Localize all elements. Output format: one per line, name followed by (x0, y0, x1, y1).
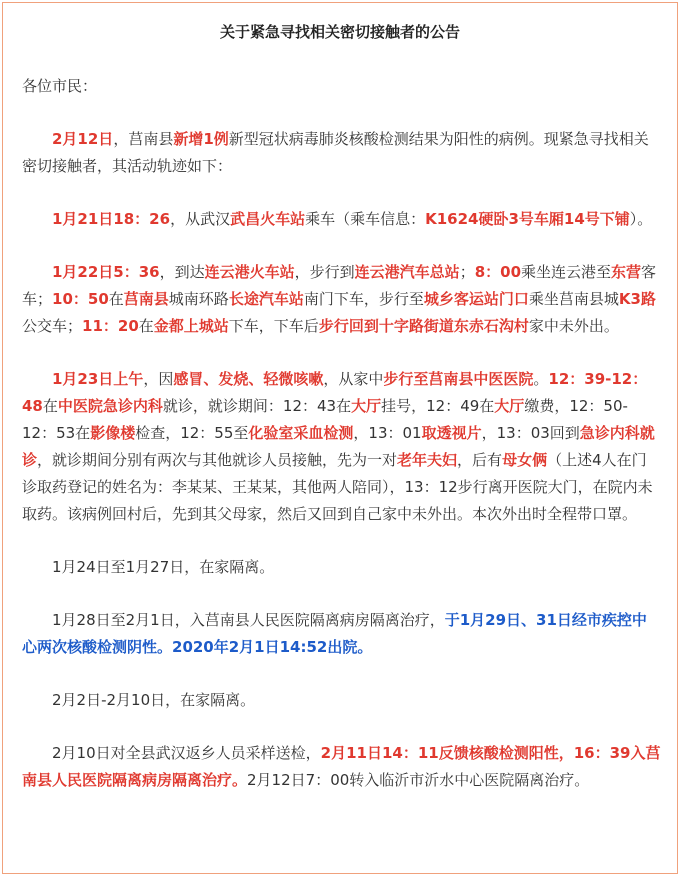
highlight-red-text: K3路 (618, 290, 656, 308)
highlight-red-text: 急诊内科就诊 (22, 424, 655, 469)
highlight-red-text: 连云港火车站 (204, 263, 295, 281)
highlight-red-text: 老年夫妇 (397, 451, 458, 469)
highlight-red-text: 12：39-12：48 (22, 370, 648, 415)
notice-body (22, 73, 661, 820)
highlight-red-text: 1月22日5：36 (52, 263, 160, 281)
body-text: 客车； (22, 263, 657, 308)
notice-paragraph (22, 206, 661, 233)
highlight-red-text: 母女俩 (502, 451, 548, 469)
highlight-red-text: 感冒、发烧、轻微咳嗽 (173, 370, 324, 388)
body-text: ； (459, 263, 475, 281)
highlight-red-text: 中医院急诊内科 (57, 397, 163, 415)
body-text: 乘坐连云港至 (521, 263, 612, 281)
body-text: 在 (138, 317, 154, 335)
notice-paragraph (22, 607, 661, 661)
body-text: ，莒南县 (113, 130, 174, 148)
highlight-red-text: 步行至莒南县中医医院 (383, 370, 534, 388)
body-text: ，后有 (457, 451, 503, 469)
highlight-red-text: 连云港汽车总站 (354, 263, 460, 281)
highlight-red-text: 金都上城站 (153, 317, 229, 335)
body-text: ，13：03回到 (481, 424, 580, 442)
body-text: 下车，下车后 (228, 317, 319, 335)
notice-paragraph (22, 366, 661, 528)
body-text: 城南环路 (168, 290, 229, 308)
highlight-red-text: 莒南县 (123, 290, 169, 308)
body-text: 乘坐莒南县城 (528, 290, 619, 308)
highlight-red-text: 影像楼 (90, 424, 136, 442)
notice-paragraph (22, 554, 661, 581)
body-text: 乘车（乘车信息： (305, 210, 426, 228)
body-text: ，从家中 (323, 370, 384, 388)
body-text: 缴费，12：50-12：53在 (22, 397, 628, 442)
highlight-red-text: K1624硬卧3号车厢14号下铺 (425, 210, 630, 228)
notice-paragraph (22, 740, 661, 794)
body-text: 1月28日至2月1日，入莒南县人民医院隔离病房隔离治疗， (52, 611, 445, 629)
highlight-red-text: 武昌火车站 (230, 210, 306, 228)
body-text: 公交车； (22, 317, 83, 335)
highlight-red-text: 2月12日 (52, 130, 114, 148)
highlight-red-text: 大厅 (494, 397, 525, 415)
highlight-red-text: 东营 (611, 263, 642, 281)
highlight-red-text: 10：50 (52, 290, 109, 308)
highlight-red-text: 2月11日14：11反馈核酸检测阳性，16：39入莒南县人民医院隔离病房隔离治疗。 (22, 744, 661, 789)
body-text: ，就诊期间分别有两次与其他就诊人员接触，先为一对 (37, 451, 398, 469)
highlight-red-text: 城乡客运站门口 (423, 290, 529, 308)
body-text: 新型冠状病毒肺炎核酸检测结果为阳性的病例。现紧急寻找相关密切接触者，其活动轨迹如下： (22, 130, 649, 175)
highlight-red-text: 1月21日18：26 (52, 210, 171, 228)
body-text: 挂号，12：49在 (381, 397, 495, 415)
body-text: 南门下车，步行至 (303, 290, 424, 308)
body-text: 。 (533, 370, 549, 388)
highlight-red-text: 新增1例 (173, 130, 229, 148)
body-text: 2月10日对全县武汉返乡人员采样送检， (52, 744, 321, 762)
body-text: ，从武汉 (170, 210, 231, 228)
notice-paragraph (22, 126, 661, 180)
body-text: ）。 (629, 210, 653, 228)
greeting: 各位市民： (22, 77, 98, 95)
body-text: ，步行到 (294, 263, 355, 281)
highlight-red-text: 1月23日上午 (52, 370, 144, 388)
body-text: 检查，12：55至 (135, 424, 249, 442)
highlight-blue-text: 于1月29日、31日经市疾控中心两次核酸检测阴性。2020年2月1日14:52出院。 (22, 611, 647, 656)
body-text: 在 (42, 397, 58, 415)
notice-paragraph (22, 687, 661, 714)
body-text: 家中未外出。 (528, 317, 619, 335)
body-text: ，到达 (159, 263, 205, 281)
highlight-red-text: 11：20 (82, 317, 139, 335)
notice-title: 关于紧急寻找相关密切接触者的公告 (219, 23, 460, 41)
highlight-red-text: 大厅 (351, 397, 382, 415)
highlight-red-text: 化验室采血检测 (248, 424, 354, 442)
body-text: （上述4人在门诊取药登记的姓名为：李某某、王某某，其他两人陪同），13：12步行离开医院大门，在院内未取药。该病例回村后，先到其父母家，然后又回到自己家中未外出。本次外出时全程带口罩。 (22, 451, 653, 523)
body-text: 1月24日至1月27日，在家隔离。 (52, 558, 275, 576)
highlight-red-text: 取透视片 (421, 424, 482, 442)
body-text: 2月12日7：00转入临沂市沂水中心医院隔离治疗。 (247, 771, 590, 789)
notice-paragraph (22, 259, 661, 340)
notice-frame (2, 2, 678, 874)
highlight-red-text: 长途汽车站 (228, 290, 304, 308)
paragraph-list (22, 126, 661, 794)
body-text: ，因 (143, 370, 174, 388)
body-text: ，13：01 (353, 424, 422, 442)
body-text: 在 (108, 290, 124, 308)
highlight-red-text: 步行回到十字路街道东赤石沟村 (318, 317, 529, 335)
highlight-red-text: 8：00 (474, 263, 522, 281)
body-text: 就诊，就诊期间：12：43在 (162, 397, 352, 415)
body-text: 2月2日-2月10日，在家隔离。 (52, 691, 256, 709)
